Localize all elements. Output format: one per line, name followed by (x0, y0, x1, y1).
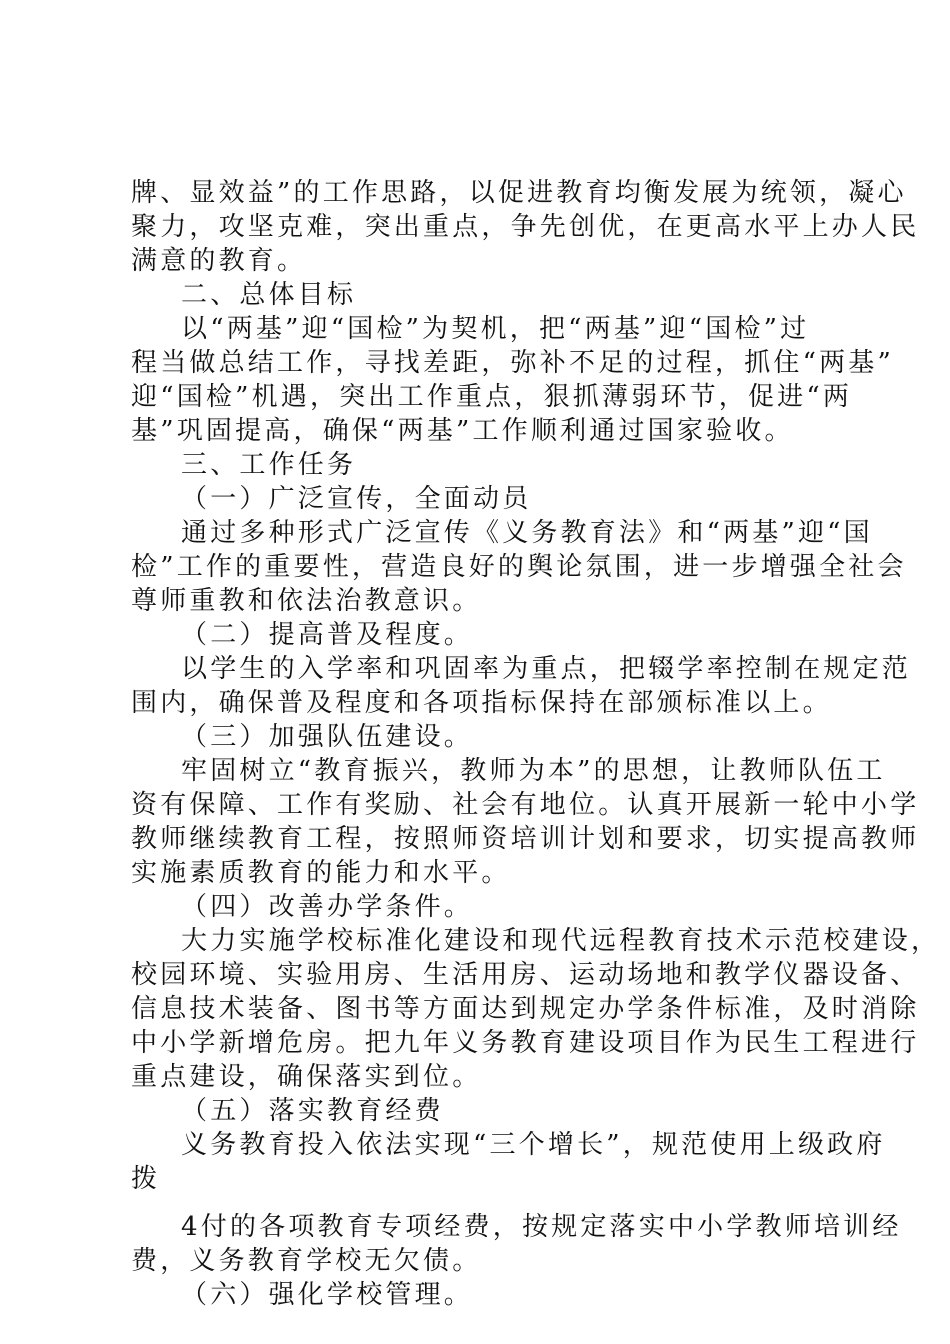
text-line: 费，义务教育学校无欠债。 (131, 1246, 482, 1276)
text-line: 围内，确保普及程度和各项指标保持在部颁标准以上。 (131, 688, 832, 718)
text-line: 义务教育投入依法实现“三个增长”，规范使用上级政府 (181, 1130, 886, 1160)
text-line: 以“两基”迎“国检”为契机，把“两基”迎“国检”过 (181, 314, 810, 344)
text-line: 检”工作的重要性，营造良好的舆论氛围，进一步增强全社会 (131, 552, 907, 582)
text-line: 程当做总结工作，寻找差距，弥补不足的过程，抓住“两基” (131, 348, 894, 378)
text-line: 迎“国检”机遇，突出工作重点，狠抓薄弱环节，促进“两 (131, 382, 853, 412)
subsection-heading: （三）加强队伍建设。 (181, 722, 474, 752)
text-line: 校园环境、实验用房、生活用房、运动场地和教学仪器设备、 (131, 960, 920, 990)
text-line: 实施素质教育的能力和水平。 (131, 858, 511, 888)
text-line: 满意的教育。 (131, 246, 307, 276)
text-line: 以学生的入学率和巩固率为重点，把辍学率控制在规定范 (181, 654, 912, 684)
text-line: 教师继续教育工程，按照师资培训计划和要求，切实提高教师 (131, 824, 920, 854)
text-line: 拨 (131, 1164, 161, 1194)
text-line: 4付的各项教育专项经费，按规定落实中小学教师培训经 (181, 1212, 902, 1242)
text-line: 中小学新增危房。把九年义务教育建设项目作为民生工程进行 (131, 1028, 920, 1058)
section-heading: 二、总体目标 (181, 280, 357, 310)
subsection-heading: （一）广泛宣传，全面动员 (181, 484, 532, 514)
text-line: 尊师重教和依法治教意识。 (131, 586, 482, 616)
text-line: 重点建设，确保落实到位。 (131, 1062, 482, 1092)
text-line: 大力实施学校标准化建设和现代远程教育技术示范校建设， (181, 926, 941, 956)
text-line: 基”巩固提高，确保“两基”工作顺利通过国家验收。 (131, 416, 794, 446)
text-line: 信息技术装备、图书等方面达到规定办学条件标准，及时消除 (131, 994, 920, 1024)
subsection-heading: （六）强化学校管理。 (181, 1280, 474, 1310)
section-heading: 三、工作任务 (181, 450, 357, 480)
text-line: 资有保障、工作有奖励、社会有地位。认真开展新一轮中小学 (131, 790, 920, 820)
text-line: 通过多种形式广泛宣传《义务教育法》和“两基”迎“国 (181, 518, 873, 548)
subsection-heading: （二）提高普及程度。 (181, 620, 474, 650)
subsection-heading: （四）改善办学条件。 (181, 892, 474, 922)
text-line: 聚力，攻坚克难，突出重点，争先创优，在更高水平上办人民 (131, 212, 920, 242)
subsection-heading: （五）落实教育经费 (181, 1096, 444, 1126)
text-line: 牌、显效益”的工作思路，以促进教育均衡发展为统领，凝心 (131, 178, 907, 208)
text-line: 牢固树立“教育振兴，教师为本”的思想，让教师队伍工 (181, 756, 886, 786)
